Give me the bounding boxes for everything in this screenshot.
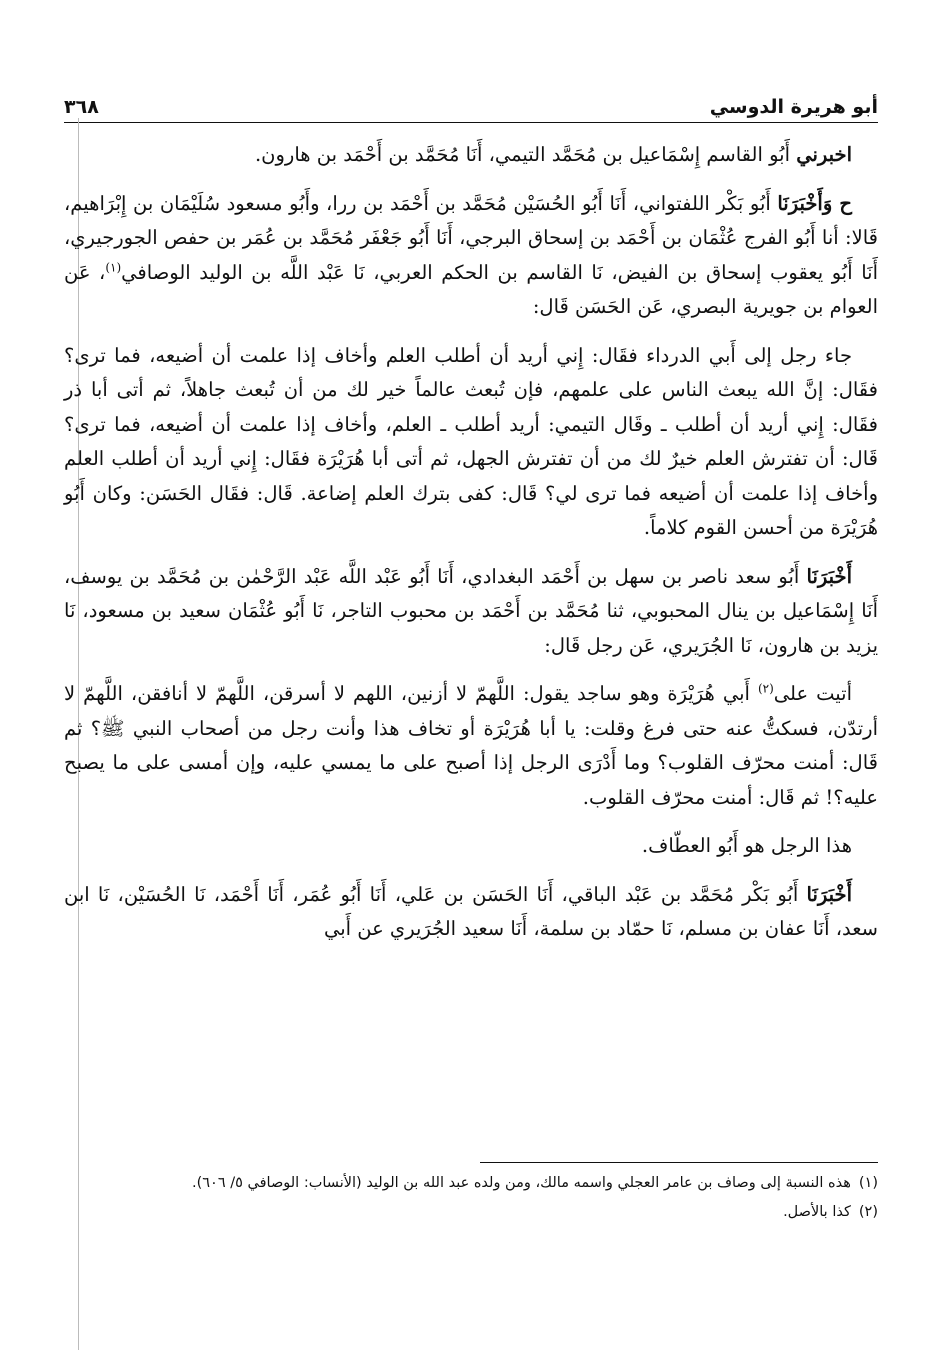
page-number: ٣٦٨ [64, 96, 99, 118]
paragraph-text-tail: ، عَن العوام بن جويرية البصري، عَن الحَسَن قَال: [64, 260, 878, 318]
footnotes [64, 1170, 878, 1228]
paragraph-text: أتيت على [773, 682, 852, 705]
paragraph-text: جاء رجل إلى أَبي الدرداء فقَال: إِني أريد أن أطلب العلم وأخاف إذا علمت أن أضيعه، فما ترى؟ فقَال: إنَّ الله يبعث الناس على علمهم، فإن تُبعث عالماً خير لك من أن تُبعث جاهلاً، ثم أتى أبا ذر فقَال: إِني أريد أن أطلب ـ وقَال التيمي: أريد أطلب ـ العلم، وأخاف إذا علمت أن أضيعه، فما ترى؟ قَال: أن تفترش العلم خيرٌ لك من أن تفترش الجهل، ثم أتى أبا هُرَيْرَة فقَال: إِني أريد أن أطلب العلم وأخاف إذا علمت أن أضيعه فما ترى لي؟ قَال: كفى بترك العلم إضاعة. قَال: فقَال الحَسَن: وكان أَبُو هُرَيْرَة من أحسن القوم كلاماً. [64, 343, 878, 539]
paragraph [64, 339, 878, 546]
footnote-number: (١) [858, 1175, 878, 1191]
page-header [64, 82, 878, 118]
paragraph-lead: ح وَأَخْبَرَنَا [777, 191, 852, 215]
paragraph-text: أَبُو سعد ناصر بن سهل بن أَحْمَد البغدادي، أَنَا أَبُو عَبْد اللَّه عَبْد الرَّحْمٰن بن مُحَمَّد بن يوسف، أَنَا إِسْمَاعيل بن ينال المحبوبي، ثنا مُحَمَّد بن أَحْمَد بن محبوب التاجر، نَا أَبُو عُثْمَان سعيد بن مسعود، نَا يزيد بن هارون، نَا الجُرَيري، عَن رجل قَال: [64, 564, 878, 657]
paragraph-text: أَبُو بَكْر اللفتواني، أَنَا أَبُو الحُسَيْن مُحَمَّد بن أَحْمَد بن ررا، وأَبُو مسعود سُلَيْمَان بن إِبْرَاهيم، قَالا: أنا أَبُو الفرج عُثْمَان بن أَحْمَد بن إسحاق البرجي، أَنَا أَبُو جَعْفَر مُحَمَّد بن عُمَر بن حفص الجورجيري، أَنَا أَبُو يعقوب إسحاق بن الفيض، نَا القاسم بن الحكم العربي، نَا عَبْد اللَّه بن الوليد الوصافي [64, 191, 878, 284]
paragraph [64, 829, 878, 864]
running-title: أبو هريرة الدوسي [709, 96, 878, 118]
header-rule [64, 122, 878, 123]
footnote-number: (٢) [858, 1204, 878, 1220]
footnote [64, 1199, 878, 1226]
footnote [64, 1170, 878, 1197]
paragraph-text: هذا الرجل هو أَبُو العطّاف. [641, 834, 852, 857]
paragraph [64, 560, 878, 664]
paragraph-text: أَبُو القاسم إِسْمَاعيل بن مُحَمَّد التيمي، أَنَا مُحَمَّد بن أَحْمَد بن هارون. [254, 143, 797, 166]
paragraph [64, 878, 878, 947]
paragraph-text: أَبُو بَكْر مُحَمَّد بن عَبْد الباقي، أَنَا الحَسَن بن عَلي، أَنَا أَبُو عُمَر، أَنَا أَحْمَد، نَا الحُسَيْن، نَا ابن سعد، أَنَا عفان بن مسلم، نَا حمّاد بن سلمة، أَنَا سعيد الجُرَيري عن أَبي [64, 882, 878, 940]
paragraph [64, 138, 878, 173]
footnote-text: كذا بالأصل. [783, 1204, 851, 1220]
footnote-rule [480, 1162, 878, 1163]
paragraph [64, 187, 878, 325]
footnote-marker: (٢) [757, 681, 774, 696]
main-text [64, 138, 878, 961]
paragraph-lead: أَخْبَرَنَا [806, 564, 852, 588]
footnote-marker: (١) [105, 260, 122, 274]
paragraph [64, 677, 878, 815]
paragraph-text-tail: أَبي هُرَيْرَة وهو ساجد يقول: اللَّهمّ لا أزنين، اللهم لا أسرقن، اللَّهمّ لا أنافقن، اللَّهمّ لا أرتدّن، فسكتُّ عنه حتى فرغ وقلت: يا أبا هُرَيْرَة أو تخاف هذا وأنت رجل من أصحاب النبي ﷺ؟ ثم قَال: أمنت محرّف القلوب؟ وما أَدْرَى الرجل إذا أصبح على ما يمسي عليه، وإن أمسى على ما يصبح عليه؟! ثم قَال: أمنت محرّف القلوب. [64, 682, 878, 809]
footnote-text: هذه النسبة إلى وصاف بن عامر العجلي واسمه مالك، ومن ولده عبد الله بن الوليد (الأنساب: الوصافي ٥/ ٦٠٦). [191, 1175, 851, 1191]
paragraph-lead: اخبرني [796, 143, 852, 166]
paragraph-lead: أَخْبَرَنَا [806, 882, 852, 906]
